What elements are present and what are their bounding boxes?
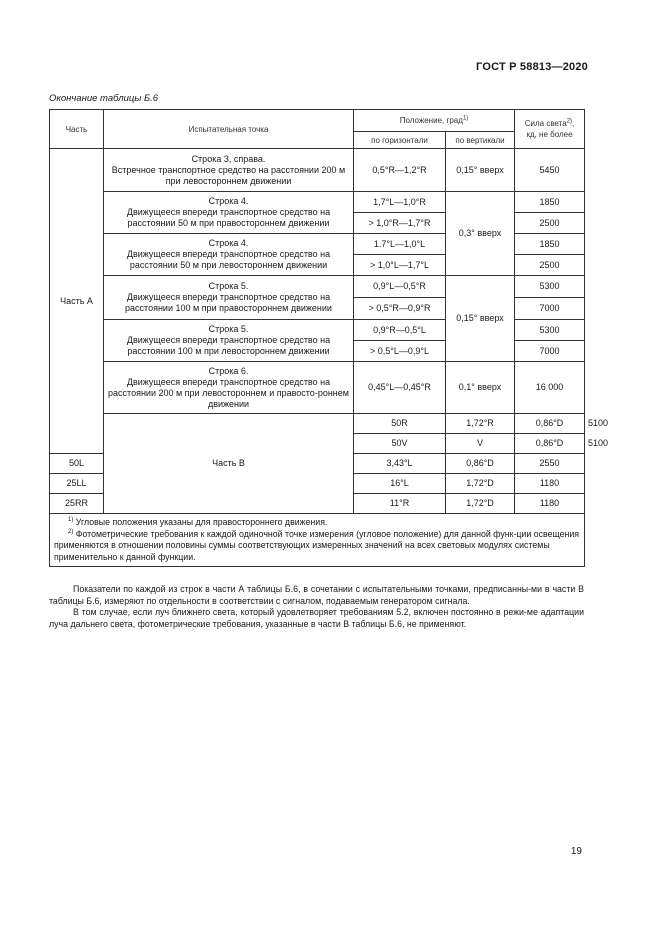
- footnote-ref-2: 2): [566, 118, 573, 125]
- table-row: [50, 149, 585, 192]
- vertical-value: 0,1° вверх: [446, 362, 515, 414]
- test-point: 25LL: [50, 474, 104, 494]
- header-part: Часть: [50, 110, 104, 149]
- table-footnotes: [50, 514, 585, 567]
- vertical-value: 0,15° вверх: [446, 276, 515, 362]
- intensity-value: 5300: [515, 276, 585, 298]
- table-row: [50, 276, 585, 298]
- vertical-value: 1,72°D: [446, 494, 515, 514]
- table-caption: Окончание таблицы Б.6: [49, 93, 159, 104]
- intensity-value: 1180: [515, 474, 585, 494]
- intensity-value: 7000: [515, 298, 585, 320]
- table-row: [50, 192, 585, 213]
- photometric-table: [49, 109, 609, 567]
- test-point: Строка 6. Движущееся впереди транспортное средство на расстоянии 200 м при левостороннем и правосто-роннем движении: [104, 362, 354, 414]
- horizontal-value: 0,9°R—0,5°L: [354, 320, 446, 341]
- vertical-value: 0,86°D: [515, 414, 585, 434]
- body-text: [49, 584, 584, 630]
- intensity-value: 5300: [515, 320, 585, 341]
- table-row: 50V V 0,86°D 5100: [50, 434, 585, 454]
- part-a-label: Часть А: [50, 149, 104, 454]
- test-point: 50L: [50, 454, 104, 474]
- intensity-value: 16 000: [515, 362, 585, 414]
- test-point: 25RR: [50, 494, 104, 514]
- horizontal-value: 3,43°L: [354, 454, 446, 474]
- test-point: 50V: [354, 434, 446, 454]
- vertical-value: 0,15° вверх: [446, 149, 515, 192]
- test-point: 50R: [354, 414, 446, 434]
- test-point: Строка 5. Движущееся впереди транспортное средство на расстоянии 100 м при правостороннем движении: [104, 276, 354, 320]
- vertical-value: 0,86°D: [515, 434, 585, 454]
- intensity-value: 1850: [515, 234, 585, 255]
- footnote-2: $^{2)}$ Фотометрические требования к каждой одиночной точке измерения (угловое положение) для данной функ-ции освещения применяются в отношении половины суммы соответствующих измеренных значений на всех световых модулях системы применительно к данной функции.: [54, 528, 580, 562]
- horizontal-value: 0,45°L—0,45°R: [354, 362, 446, 414]
- standard-designation: ГОСТ Р 58813—2020: [476, 61, 588, 73]
- header-intensity: Сила света$^{2)}$, кд, не более: [515, 110, 585, 149]
- test-point: Строка 3, справа. Встречное транспортное средство на расстоянии 200 м при левостороннем движении: [104, 149, 354, 192]
- header-vertical: по вертикали: [446, 132, 515, 149]
- footnote-1: $^{1)}$ Угловые положения указаны для правостороннего движения.: [68, 517, 328, 527]
- horizontal-value: > 0,5°R—0,9°R: [354, 298, 446, 320]
- intensity-value: 5450: [515, 149, 585, 192]
- footnote-ref-1: 1): [462, 115, 469, 122]
- intensity-value: 2500: [515, 213, 585, 234]
- horizontal-value: 0,5°R—1,2°R: [354, 149, 446, 192]
- vertical-value: 0,3° вверх: [446, 192, 515, 276]
- table-row: Часть В 50R 1,72°R 0,86°D 5100: [50, 414, 585, 434]
- vertical-value: 1,72°D: [446, 474, 515, 494]
- intensity-value: 1180: [515, 494, 585, 514]
- horizontal-value: 16°L: [354, 474, 446, 494]
- horizontal-value: 11°R: [354, 494, 446, 514]
- horizontal-value: V: [446, 434, 515, 454]
- horizontal-value: 0,9°L—0,5°R: [354, 276, 446, 298]
- horizontal-value: > 1,0°L—1,7°L: [354, 255, 446, 276]
- vertical-value: 0,86°D: [446, 454, 515, 474]
- intensity-value: 7000: [515, 341, 585, 362]
- test-point: Строка 5. Движущееся впереди транспортное средство на расстоянии 100 м при левостороннем движении: [104, 320, 354, 362]
- horizontal-value: 1,72°R: [446, 414, 515, 434]
- table-footnotes-row: [50, 514, 585, 567]
- paragraph: Показатели по каждой из строк в части А таблицы Б.6, в сочетании с испытательными точками, предписанны-ми в части В таблицы Б.6, измеряют по отдельности в соответствии с сигналом, подаваемым генератором сигнала.: [49, 584, 584, 606]
- intensity-value: 2550: [515, 454, 585, 474]
- header-position: Положение, град$^{1)}$: [354, 110, 515, 132]
- test-point: Строка 4. Движущееся впереди транспортное средство на расстоянии 50 м при левостороннем движении: [104, 234, 354, 276]
- paragraph: В том случае, если луч ближнего света, который удовлетворяет требованиям 5.2, включен постоянно в режи-ме адаптации луча дальнего света, фотометрические требования, указанные в части В таблицы Б.6, не применяют.: [49, 607, 584, 629]
- intensity-value: 1850: [515, 192, 585, 213]
- intensity-value: 2500: [515, 255, 585, 276]
- header-horizontal: по горизонтали: [354, 132, 446, 149]
- part-b-label: Часть В: [104, 414, 354, 514]
- test-point: Строка 4. Движущееся впереди транспортное средство на расстоянии 50 м при правостороннем движении: [104, 192, 354, 234]
- horizontal-value: 1.7°L—1,0°L: [354, 234, 446, 255]
- table-row: [50, 362, 585, 414]
- horizontal-value: 1,7°L—1,0°R: [354, 192, 446, 213]
- header-test-point: Испытательная точка: [104, 110, 354, 149]
- horizontal-value: > 1,0°R—1,7°R: [354, 213, 446, 234]
- page-number: 19: [570, 846, 582, 857]
- horizontal-value: > 0,5°L—0,9°L: [354, 341, 446, 362]
